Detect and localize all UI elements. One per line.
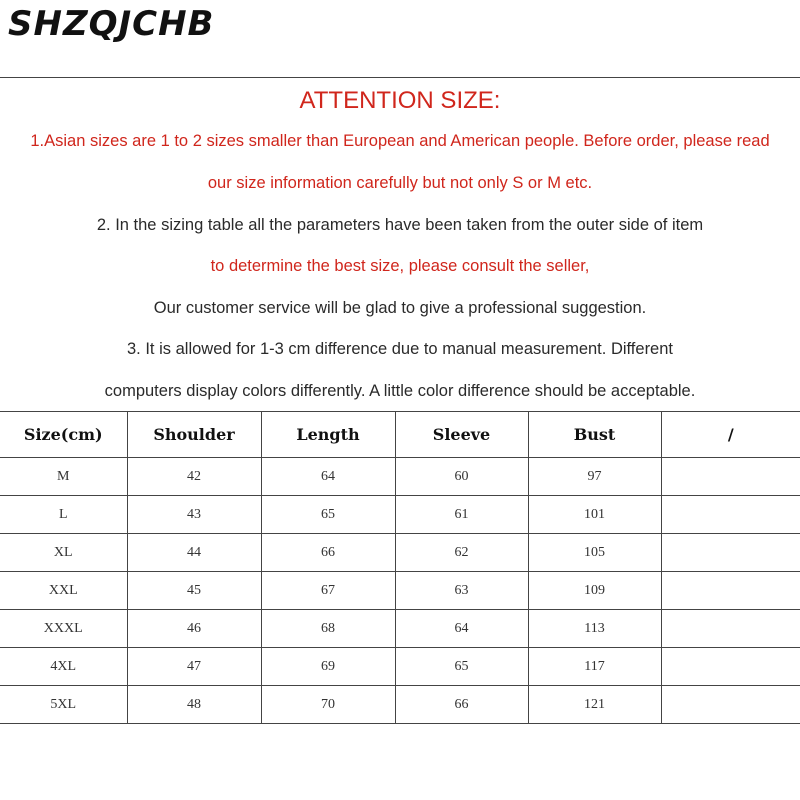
cell-length: 64 — [261, 458, 395, 496]
cell-size: 4XL — [0, 648, 127, 686]
cell-bust: 113 — [528, 610, 661, 648]
column-header-bust: Bust — [528, 412, 661, 458]
cell-extra — [661, 686, 800, 724]
brand-logo-text: SHZQJCHB — [8, 4, 215, 44]
cell-sleeve: 66 — [395, 686, 528, 724]
table-row — [0, 534, 800, 572]
cell-extra — [661, 648, 800, 686]
size-table — [0, 411, 800, 724]
cell-bust: 97 — [528, 458, 661, 496]
cell-bust: 105 — [528, 534, 661, 572]
cell-shoulder: 48 — [127, 686, 261, 724]
cell-length: 65 — [261, 496, 395, 534]
cell-length: 69 — [261, 648, 395, 686]
cell-sleeve: 62 — [395, 534, 528, 572]
cell-sleeve: 65 — [395, 648, 528, 686]
cell-shoulder: 45 — [127, 572, 261, 610]
cell-extra — [661, 458, 800, 496]
notice-line-1: 1.Asian sizes are 1 to 2 sizes smaller than European and American people. Before order, please read — [30, 132, 770, 150]
table-body — [0, 458, 800, 724]
cell-sleeve: 64 — [395, 610, 528, 648]
table-row — [0, 458, 800, 496]
cell-bust: 109 — [528, 572, 661, 610]
cell-bust: 101 — [528, 496, 661, 534]
notice-line-4: to determine the best size, please consult the seller, — [210, 257, 590, 275]
cell-size: XL — [0, 534, 127, 572]
cell-shoulder: 43 — [127, 496, 261, 534]
cell-extra — [661, 572, 800, 610]
column-header-shoulder: Shoulder — [127, 412, 261, 458]
cell-sleeve: 63 — [395, 572, 528, 610]
notice-line-3: 2. In the sizing table all the parameters have been taken from the outer side of item — [96, 216, 704, 234]
cell-shoulder: 47 — [127, 648, 261, 686]
column-header-size: Size(cm) — [0, 412, 127, 458]
table-row — [0, 686, 800, 724]
column-header-sleeve: Sleeve — [395, 412, 528, 458]
cell-shoulder: 46 — [127, 610, 261, 648]
table-row — [0, 648, 800, 686]
table-row — [0, 496, 800, 534]
cell-length: 67 — [261, 572, 395, 610]
notice-line-5: Our customer service will be glad to give a professional suggestion. — [153, 299, 647, 317]
notice-line-6: 3. It is allowed for 1-3 cm difference due to manual measurement. Different — [127, 340, 673, 358]
column-header-length: Length — [261, 412, 395, 458]
cell-length: 68 — [261, 610, 395, 648]
table-row — [0, 572, 800, 610]
column-header-slash: / — [661, 412, 800, 458]
cell-size: XXXL — [0, 610, 127, 648]
cell-size: M — [0, 458, 127, 496]
cell-shoulder: 44 — [127, 534, 261, 572]
attention-title: ATTENTION SIZE: — [299, 87, 501, 114]
header-divider — [0, 77, 800, 78]
cell-extra — [661, 534, 800, 572]
cell-extra — [661, 496, 800, 534]
notice-line-2: our size information carefully but not only S or M etc. — [207, 174, 593, 192]
cell-shoulder: 42 — [127, 458, 261, 496]
cell-sleeve: 61 — [395, 496, 528, 534]
cell-size: XXL — [0, 572, 127, 610]
cell-length: 70 — [261, 686, 395, 724]
table-header-row — [0, 412, 800, 458]
cell-size: 5XL — [0, 686, 127, 724]
cell-bust: 117 — [528, 648, 661, 686]
table-row — [0, 610, 800, 648]
cell-size: L — [0, 496, 127, 534]
cell-bust: 121 — [528, 686, 661, 724]
cell-extra — [661, 610, 800, 648]
cell-sleeve: 60 — [395, 458, 528, 496]
cell-length: 66 — [261, 534, 395, 572]
notice-line-7: computers display colors differently. A little color difference should be acceptable. — [104, 382, 696, 400]
